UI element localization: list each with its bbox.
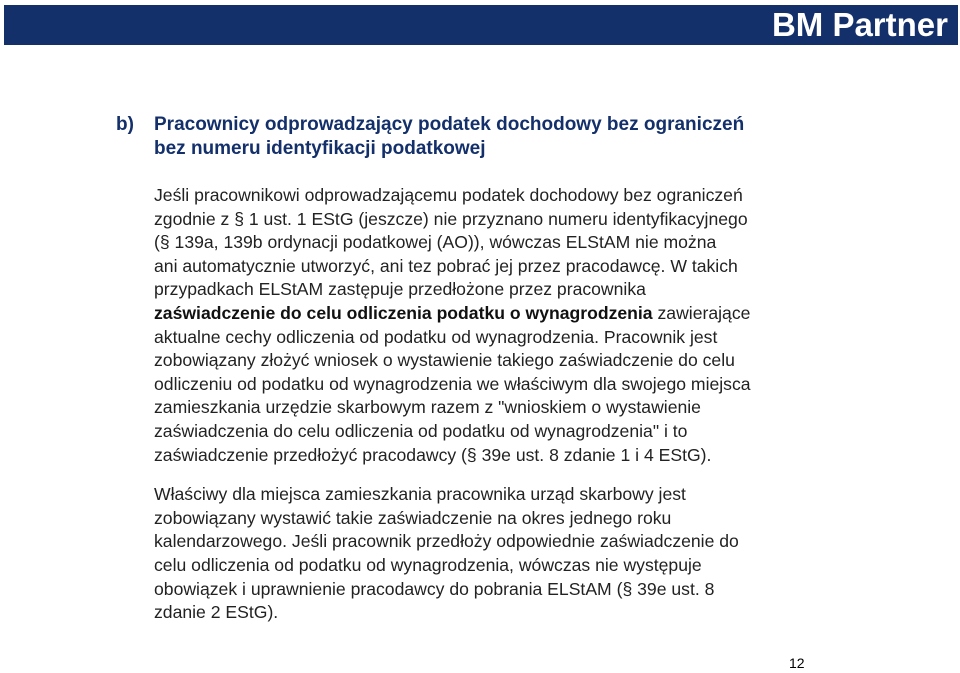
paragraph-2-line: obowiązek i uprawnienie pracodawcy do pobrania ELStAM (§ 39e ust. 8 <box>154 578 715 599</box>
paragraph-1-line: przypadkach ELStAM zastępuje przedłożone przez pracownika <box>154 279 646 300</box>
page-number: 12 <box>789 655 805 671</box>
paragraph-1-line: zaświadczenia do celu odliczenia od podatku od wynagrodzenia" i to <box>154 420 688 441</box>
paragraph-2-line: celu odliczenia od podatku od wynagrodzenia, wówczas nie występuje <box>154 554 702 575</box>
paragraph-1-line: (§ 139a, 139b ordynacji podatkowej (AO)), wówczas ELStAM nie można <box>154 232 717 253</box>
section-title-line-2: bez numeru identyfikacji podatkowej <box>154 138 486 159</box>
paragraph-2-line: Właściwy dla miejsca zamieszkania pracownika urząd skarbowy jest <box>154 484 686 505</box>
paragraph-2-line: zdanie 2 EStG). <box>154 602 279 623</box>
paragraph-1-line: ani automatycznie utworzyć, ani tez pobrać jej przez pracodawcę. W takich <box>154 255 738 276</box>
bold-phrase: zaświadczenie do celu odliczenia podatku o wynagrodzenia <box>154 302 653 323</box>
paragraph-1-line: zamieszkania urzędzie skarbowym razem z "wnioskiem o wystawienie <box>154 397 701 418</box>
paragraph-1 <box>154 184 896 467</box>
slide-content <box>116 113 896 625</box>
paragraph-2-line: kalendarzowego. Jeśli pracownik przedłoży odpowiednie zaświadczenie do <box>154 531 739 552</box>
paragraph-1-bold-line <box>154 302 896 326</box>
paragraph-1-line: aktualne cechy odliczenia od podatku od wynagrodzenia. Pracownik jest <box>154 326 718 347</box>
brand-title: BM Partner <box>771 6 948 43</box>
section-heading <box>116 113 896 161</box>
paragraph-1-line: zgodnie z § 1 ust. 1 EStG (jeszcze) nie przyznano numeru identyfikacyjnego <box>154 208 748 229</box>
paragraph-1-line: odliczeniu od podatku od wynagrodzenia we właściwym dla swojego miejsca <box>154 373 751 394</box>
paragraph-1-line: zaświadczenie przedłożyć pracodawcy (§ 39e ust. 8 zdanie 1 i 4 EStG). <box>154 444 712 465</box>
paragraph-1-line: zobowiązany złożyć wniosek o wystawienie takiego zaświadczenie do celu <box>154 350 735 371</box>
section-marker: b) <box>116 114 134 135</box>
paragraph-2-line: zobowiązany wystawić takie zaświadczenie na okres jednego roku <box>154 507 672 528</box>
bold-tail: zawierające <box>652 302 751 323</box>
section-title-line-1: Pracownicy odprowadzający podatek dochodowy bez ograniczeń <box>154 114 745 135</box>
paragraph-2 <box>154 483 896 625</box>
paragraph-1-line: Jeśli pracownikowi odprowadzającemu podatek dochodowy bez ograniczeń <box>154 185 743 205</box>
